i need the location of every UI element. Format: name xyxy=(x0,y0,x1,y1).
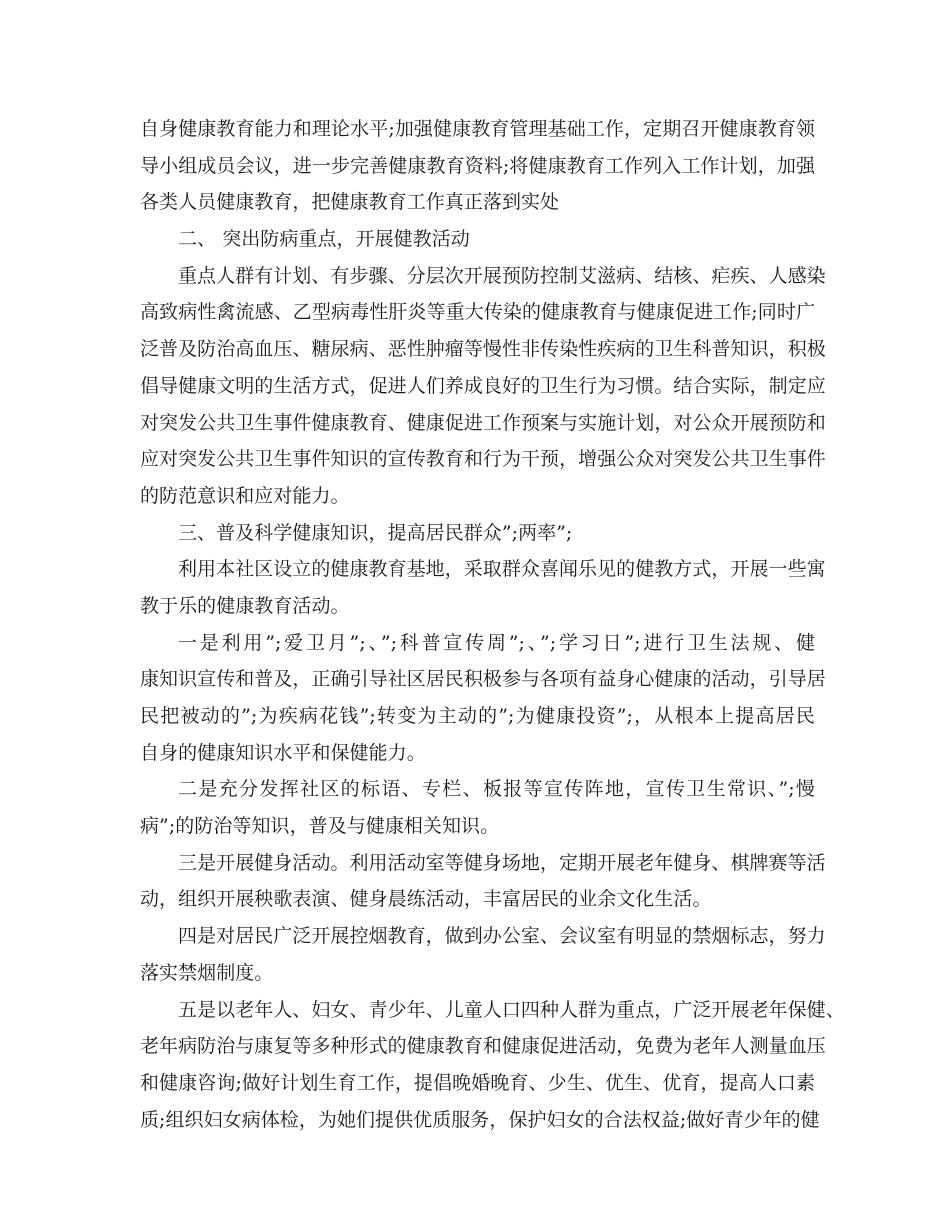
text-line: 泛普及防治高血压、糖尿病、恶性肿瘤等慢性非传染性疾病的卫生科普知识，积极 xyxy=(140,338,826,361)
text-line: 动，组织开展秧歌表演、健身晨练活动，丰富居民的业余文化生活。 xyxy=(140,888,712,911)
text-line: 康知识宣传和普及，正确引导社区居民积极参与各项有益身心健康的活动，引导居 xyxy=(140,668,826,691)
text-line: 三是开展健身活动。利用活动室等健身场地，定期开展老年健身、棋牌赛等活 xyxy=(178,851,826,874)
text-line: 各类人员健康教育，把健康教育工作真正落到实处 xyxy=(140,191,560,214)
text-line: 应对突发公共卫生事件知识的宣传教育和行为干预，增强公众对突发公共卫生事件 xyxy=(140,448,826,471)
section-heading: 三、普及科学健康知识，提高居民群众”;两率”; xyxy=(178,521,573,544)
text-line: 落实禁烟制度。 xyxy=(140,961,274,984)
text-line: 导小组成员会议，进一步完善健康教育资料;将健康教育工作列入工作计划，加强 xyxy=(140,154,815,177)
text-line: 病”;的防治等知识，普及与健康相关知识。 xyxy=(140,815,500,838)
text-line: 重点人群有计划、有步骤、分层次开展预防控制艾滋病、结核、疟疾、人感染 xyxy=(178,264,826,287)
text-line: 一是利用”;爱卫月”;、”;科普宣传周”;、”;学习日”;进行卫生法规、健 xyxy=(178,631,815,654)
section-heading: 二、 突出防病重点，开展健教活动 xyxy=(178,228,470,251)
text-line: 民把被动的”;为疾病花钱”;转变为主动的”;为健康投资”;，从根本上提高居民 xyxy=(140,705,815,727)
text-line: 四是对居民广泛开展控烟教育，做到办公室、会议室有明显的禁烟标志，努力 xyxy=(178,925,826,948)
text-line: 教于乐的健康教育活动。 xyxy=(140,594,350,617)
text-line: 高致病性禽流感、乙型病毒性肝炎等重大传染的健康教育与健康促进工作;同时广 xyxy=(140,301,815,324)
text-line: 自身健康教育能力和理论水平;加强健康教育管理基础工作，定期召开健康教育领 xyxy=(140,118,815,140)
text-line: 二是充分发挥社区的标语、专栏、板报等宣传阵地，宣传卫生常识、”;慢 xyxy=(178,778,815,801)
text-line: 质;组织妇女病体检，为她们提供优质服务，保护妇女的合法权益;做好青少年的健 xyxy=(140,1108,820,1131)
text-line: 对突发公共卫生事件健康教育、健康促进工作预案与实施计划，对公众开展预防和 xyxy=(140,411,826,434)
text-line: 五是以老年人、妇女、青少年、儿童人口四种人群为重点，广泛开展老年保健、 xyxy=(178,998,845,1021)
text-line: 的防范意识和应对能力。 xyxy=(140,484,350,507)
text-line: 和健康咨询;做好计划生育工作，提倡晚婚晚育、少生、优生、优育，提高人口素 xyxy=(140,1071,815,1094)
text-line: 倡导健康文明的生活方式，促进人们养成良好的卫生行为习惯。结合实际，制定应 xyxy=(140,374,826,397)
text-line: 利用本社区设立的健康教育基地，采取群众喜闻乐见的健教方式，开展一些寓 xyxy=(178,558,826,581)
text-line: 自身的健康知识水平和保健能力。 xyxy=(140,741,426,764)
document-body xyxy=(140,111,845,1138)
text-line: 老年病防治与康复等多种形式的健康教育和健康促进活动，免费为老年人测量血压 xyxy=(140,1035,826,1058)
